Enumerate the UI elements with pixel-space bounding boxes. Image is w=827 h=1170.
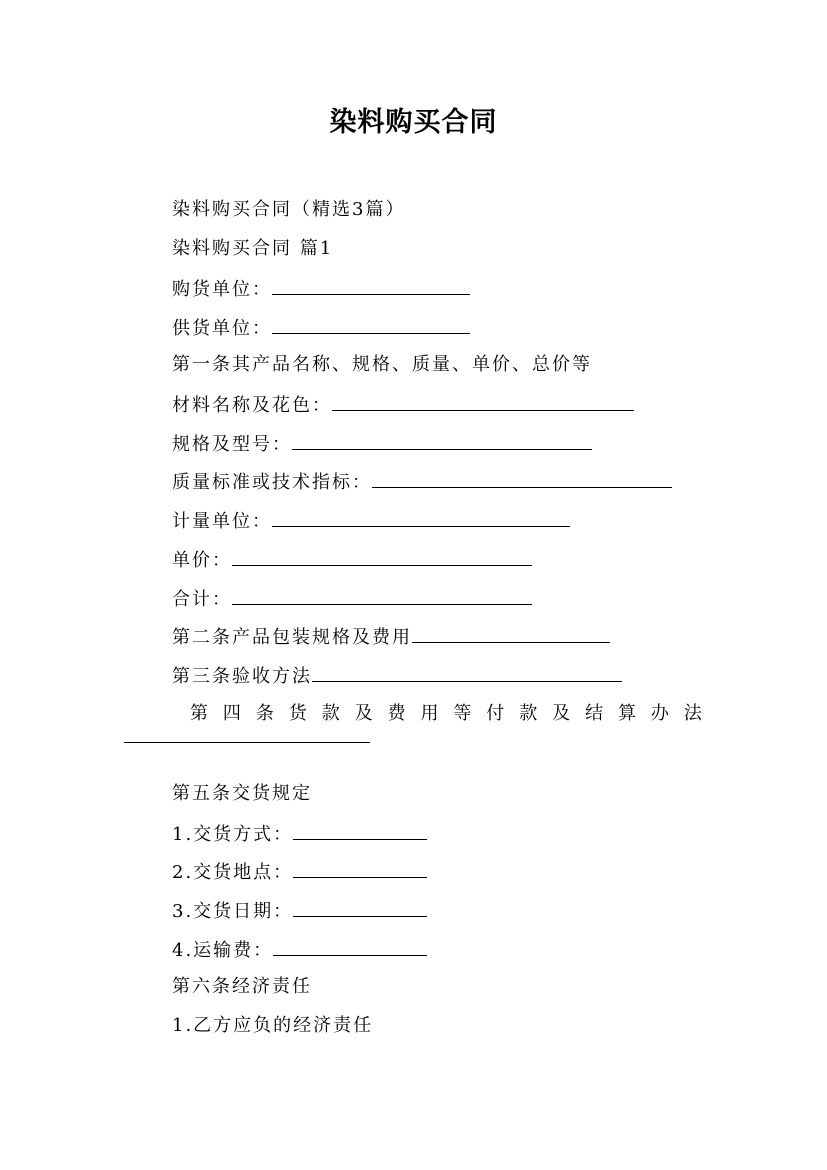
heading-char: 及 [552, 703, 571, 724]
field-label: 1.交货方式： [172, 824, 294, 845]
fill-blank[interactable] [272, 313, 470, 334]
delivery-method-field [172, 819, 427, 847]
field-label: 单价： [172, 550, 232, 571]
field-label: 3.交货日期： [172, 901, 294, 922]
fill-blank[interactable] [232, 584, 532, 605]
fill-blank[interactable] [412, 622, 610, 643]
supplier-field [172, 313, 470, 341]
heading-char: 结 [585, 703, 604, 724]
freight-field [172, 935, 427, 963]
heading-char: 款 [519, 703, 538, 724]
field-label: 购货单位： [172, 279, 272, 300]
document-title: 染料购买合同 [329, 107, 498, 138]
total-field [172, 584, 532, 612]
fill-blank[interactable] [272, 274, 470, 295]
fill-blank[interactable] [292, 429, 592, 450]
heading-char: 货 [288, 703, 307, 724]
spec-model-field [172, 429, 592, 457]
heading-char: 费 [387, 703, 406, 724]
clause-2-field [172, 622, 610, 650]
fill-blank[interactable] [332, 390, 634, 411]
fill-blank[interactable] [312, 661, 622, 682]
section-heading: 染料购买合同 篇1 [172, 238, 334, 259]
field-label: 第三条验收方法 [172, 666, 312, 687]
clause-heading: 第五条交货规定 [172, 783, 312, 804]
fill-blank[interactable] [124, 742, 370, 743]
heading-char: 四 [222, 703, 241, 724]
fill-blank[interactable] [293, 896, 427, 917]
heading-char: 用 [420, 703, 439, 724]
heading-char: 法 [683, 703, 702, 724]
heading-char: 及 [354, 703, 373, 724]
field-label: 第二条产品包装规格及费用 [172, 627, 412, 648]
fill-blank[interactable] [273, 935, 427, 956]
heading-char: 算 [617, 703, 636, 724]
field-label: 4.运输费： [172, 940, 274, 961]
heading-char: 第 [190, 703, 208, 724]
field-label: 2.交货地点： [172, 862, 294, 883]
quality-standard-field [172, 467, 672, 495]
fill-blank[interactable] [272, 506, 570, 527]
fill-blank[interactable] [293, 857, 427, 878]
heading-char: 款 [321, 703, 340, 724]
unit-price-field [172, 545, 532, 573]
field-label: 计量单位： [172, 511, 272, 532]
unit-field [172, 506, 570, 534]
delivery-date-field [172, 896, 427, 924]
clause-4-heading [190, 700, 702, 728]
delivery-place-field [172, 857, 427, 885]
fill-blank[interactable] [293, 819, 427, 840]
fill-blank[interactable] [232, 545, 532, 566]
field-label: 材料名称及花色： [172, 395, 332, 416]
sub-clause-heading: 1.乙方应负的经济责任 [172, 1015, 374, 1036]
field-label: 供货单位： [172, 318, 272, 339]
subtitle-line: 染料购买合同（精选3篇） [172, 199, 406, 220]
heading-char: 条 [255, 703, 274, 724]
heading-char: 付 [486, 703, 505, 724]
clause-3-field [172, 661, 622, 689]
field-label: 合计： [172, 589, 232, 610]
clause-heading: 第六条经济责任 [172, 976, 312, 997]
heading-char: 办 [650, 703, 669, 724]
fill-blank[interactable] [372, 467, 672, 488]
material-name-field [172, 390, 634, 418]
heading-char: 等 [453, 703, 472, 724]
buyer-field [172, 274, 470, 302]
field-label: 规格及型号： [172, 434, 292, 455]
clause-heading: 第一条其产品名称、规格、质量、单价、总价等 [172, 354, 592, 375]
field-label: 质量标准或技术指标： [172, 472, 372, 493]
